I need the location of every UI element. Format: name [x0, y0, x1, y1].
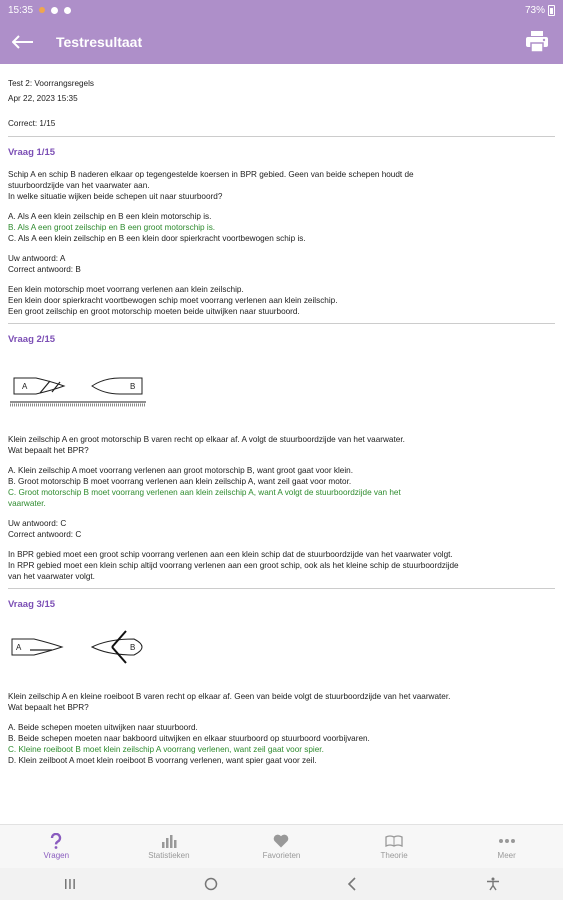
nav-label: Meer: [497, 851, 516, 860]
notification-icon: [51, 7, 58, 14]
page-title: Testresultaat: [56, 34, 143, 50]
question-mark-icon: [46, 833, 66, 849]
question-title: Vraag 2/15: [8, 334, 56, 345]
explanation-line: Een klein door spierkracht voortbewogen schip moet voorrang verlenen aan klein zeilschip.: [8, 296, 338, 305]
option: B. Groot motorschip B moet voorrang verlenen aan klein zeilschip A, want zeil gaat voor motor.: [8, 477, 352, 486]
test-score: Correct: 1/15: [8, 119, 56, 128]
question-line: Klein zeilschip A en groot motorschip B varen recht op elkaar af. A volgt de stuurboordzijde van het vaarwater.: [8, 435, 405, 444]
option: A. Als A een klein zeilschip en B een klein motorschip is.: [8, 212, 212, 221]
question-line: Wat bepaalt het BPR?: [8, 703, 89, 712]
nav-label: Theorie: [380, 851, 408, 860]
your-answer: Uw antwoord: A: [8, 254, 66, 263]
option: C. Als A een klein zeilschip en B een klein door spierkracht voortbewogen schip is.: [8, 234, 306, 243]
back-button[interactable]: [12, 29, 38, 55]
question-card: [8, 137, 555, 324]
correct-answer: Correct antwoord: B: [8, 265, 81, 274]
accessibility-button[interactable]: [473, 874, 513, 894]
question-line: Schip A en schip B naderen elkaar op tegengestelde koersen in BPR gebied. Geen van beide schepen houdt de: [8, 170, 414, 179]
print-button[interactable]: [523, 28, 551, 56]
nav-statistieken[interactable]: [113, 825, 226, 868]
boats-diagram: [8, 621, 158, 691]
option: A. Beide schepen moeten uitwijken naar stuurboord.: [8, 723, 198, 732]
notification-icon: [39, 7, 45, 13]
question-card: [8, 589, 555, 766]
question-line: In welke situatie wijken beide schepen uit naar stuurboord?: [8, 192, 223, 201]
your-answer: Uw antwoord: C: [8, 519, 67, 528]
explanation-line: In RPR gebied moet een klein schip altijd voorrang verlenen aan een groot schip, ook als het kleine schip de stuurboordzijde: [8, 561, 459, 570]
question-line: Klein zeilschip A en kleine roeiboot B varen recht op elkaar af. Geen van beide volgt de stuurboordzijde van het vaarwater.: [8, 692, 451, 701]
option: A. Klein zeilschip A moet voorrang verlenen aan groot motorschip B, want groot gaat voor klein.: [8, 466, 353, 475]
option: D. Klein zeilboot A moet klein roeiboot B voorrang verlenen, want spier gaat voor zeil.: [8, 756, 317, 765]
explanation: [8, 549, 555, 582]
nav-label: Favorieten: [262, 851, 301, 860]
boat-label-a: A: [22, 382, 28, 391]
boat-label-a: A: [16, 643, 22, 652]
chevron-left-icon: [347, 877, 357, 891]
heart-icon: [271, 833, 291, 849]
question-card: [8, 324, 555, 589]
explanation-line: van het vaarwater volgt.: [8, 572, 95, 581]
nav-label: Statistieken: [148, 851, 190, 860]
correct-answer: Correct antwoord: C: [8, 530, 82, 539]
recent-apps-button[interactable]: [50, 874, 90, 894]
explanation-line: In BPR gebied moet een groot schip voorrang verlenen aan een klein schip dat de stuurboordzijde van het vaarwater volgt.: [8, 550, 453, 559]
answer-options: [8, 465, 555, 509]
option-correct: B. Als A een groot zeilschip en B een groot motorschip is.: [8, 223, 216, 232]
boat-label-b: B: [130, 643, 136, 652]
status-bar: [0, 0, 563, 20]
bottom-navigation: [0, 824, 563, 868]
question-title: Vraag 1/15: [8, 147, 56, 158]
system-navigation: [0, 868, 563, 900]
test-date: Apr 22, 2023 15:35: [8, 94, 78, 103]
home-button[interactable]: [191, 874, 231, 894]
home-icon: [204, 877, 218, 891]
question-text: [8, 169, 555, 202]
arrow-left-icon: [12, 35, 34, 49]
print-icon: [525, 31, 549, 53]
question-title: Vraag 3/15: [8, 599, 56, 610]
answer-options: [8, 722, 555, 766]
accessibility-icon: [486, 877, 500, 891]
question-text: [8, 434, 555, 456]
question-text: [8, 691, 555, 713]
nav-label: Vragen: [43, 851, 70, 860]
notification-icon: [64, 7, 71, 14]
boats-diagram: [8, 356, 158, 434]
nav-favorieten[interactable]: [225, 825, 338, 868]
nav-theorie[interactable]: [338, 825, 451, 868]
boat-label-b: B: [130, 382, 136, 391]
bar-chart-icon: [159, 833, 179, 849]
recent-apps-icon: [64, 879, 76, 889]
question-diagram: [8, 356, 555, 434]
explanation-line: Een klein motorschip moet voorrang verlenen aan klein zeilschip.: [8, 285, 244, 294]
option-correct: vaarwater.: [8, 499, 46, 508]
question-diagram: [8, 621, 555, 691]
explanation: [8, 284, 555, 317]
option-correct: C. Groot motorschip B moet voorrang verlenen aan klein zeilschip A, want A volgt de stuurboordzijde van het: [8, 488, 401, 497]
battery-percent: 73%: [524, 4, 545, 16]
explanation-line: Een groot zeilschip en groot motorschip moeten beide uitwijken naar stuurboord.: [8, 307, 300, 316]
result-content[interactable]: [0, 64, 563, 824]
back-nav-button[interactable]: [332, 874, 372, 894]
more-dots-icon: [497, 833, 517, 849]
battery-icon: [548, 5, 555, 16]
test-meta: [8, 64, 555, 133]
option-correct: C. Kleine roeiboot B moet klein zeilschip A voorrang verlenen, want zeil gaat voor spier.: [8, 745, 324, 754]
nav-vragen[interactable]: [0, 825, 113, 868]
nav-meer[interactable]: [450, 825, 563, 868]
app-bar: [0, 20, 563, 64]
book-icon: [384, 833, 404, 849]
option: B. Beide schepen moeten naar bakboord uitwijken en elkaar stuurboord op stuurboord voorbijvaren.: [8, 734, 370, 743]
answer-options: [8, 211, 555, 244]
question-line: Wat bepaalt het BPR?: [8, 446, 89, 455]
question-line: stuurboordzijde van het vaarwater aan.: [8, 181, 150, 190]
test-name: Test 2: Voorrangsregels: [8, 79, 95, 88]
status-time: 15:35: [8, 4, 34, 16]
